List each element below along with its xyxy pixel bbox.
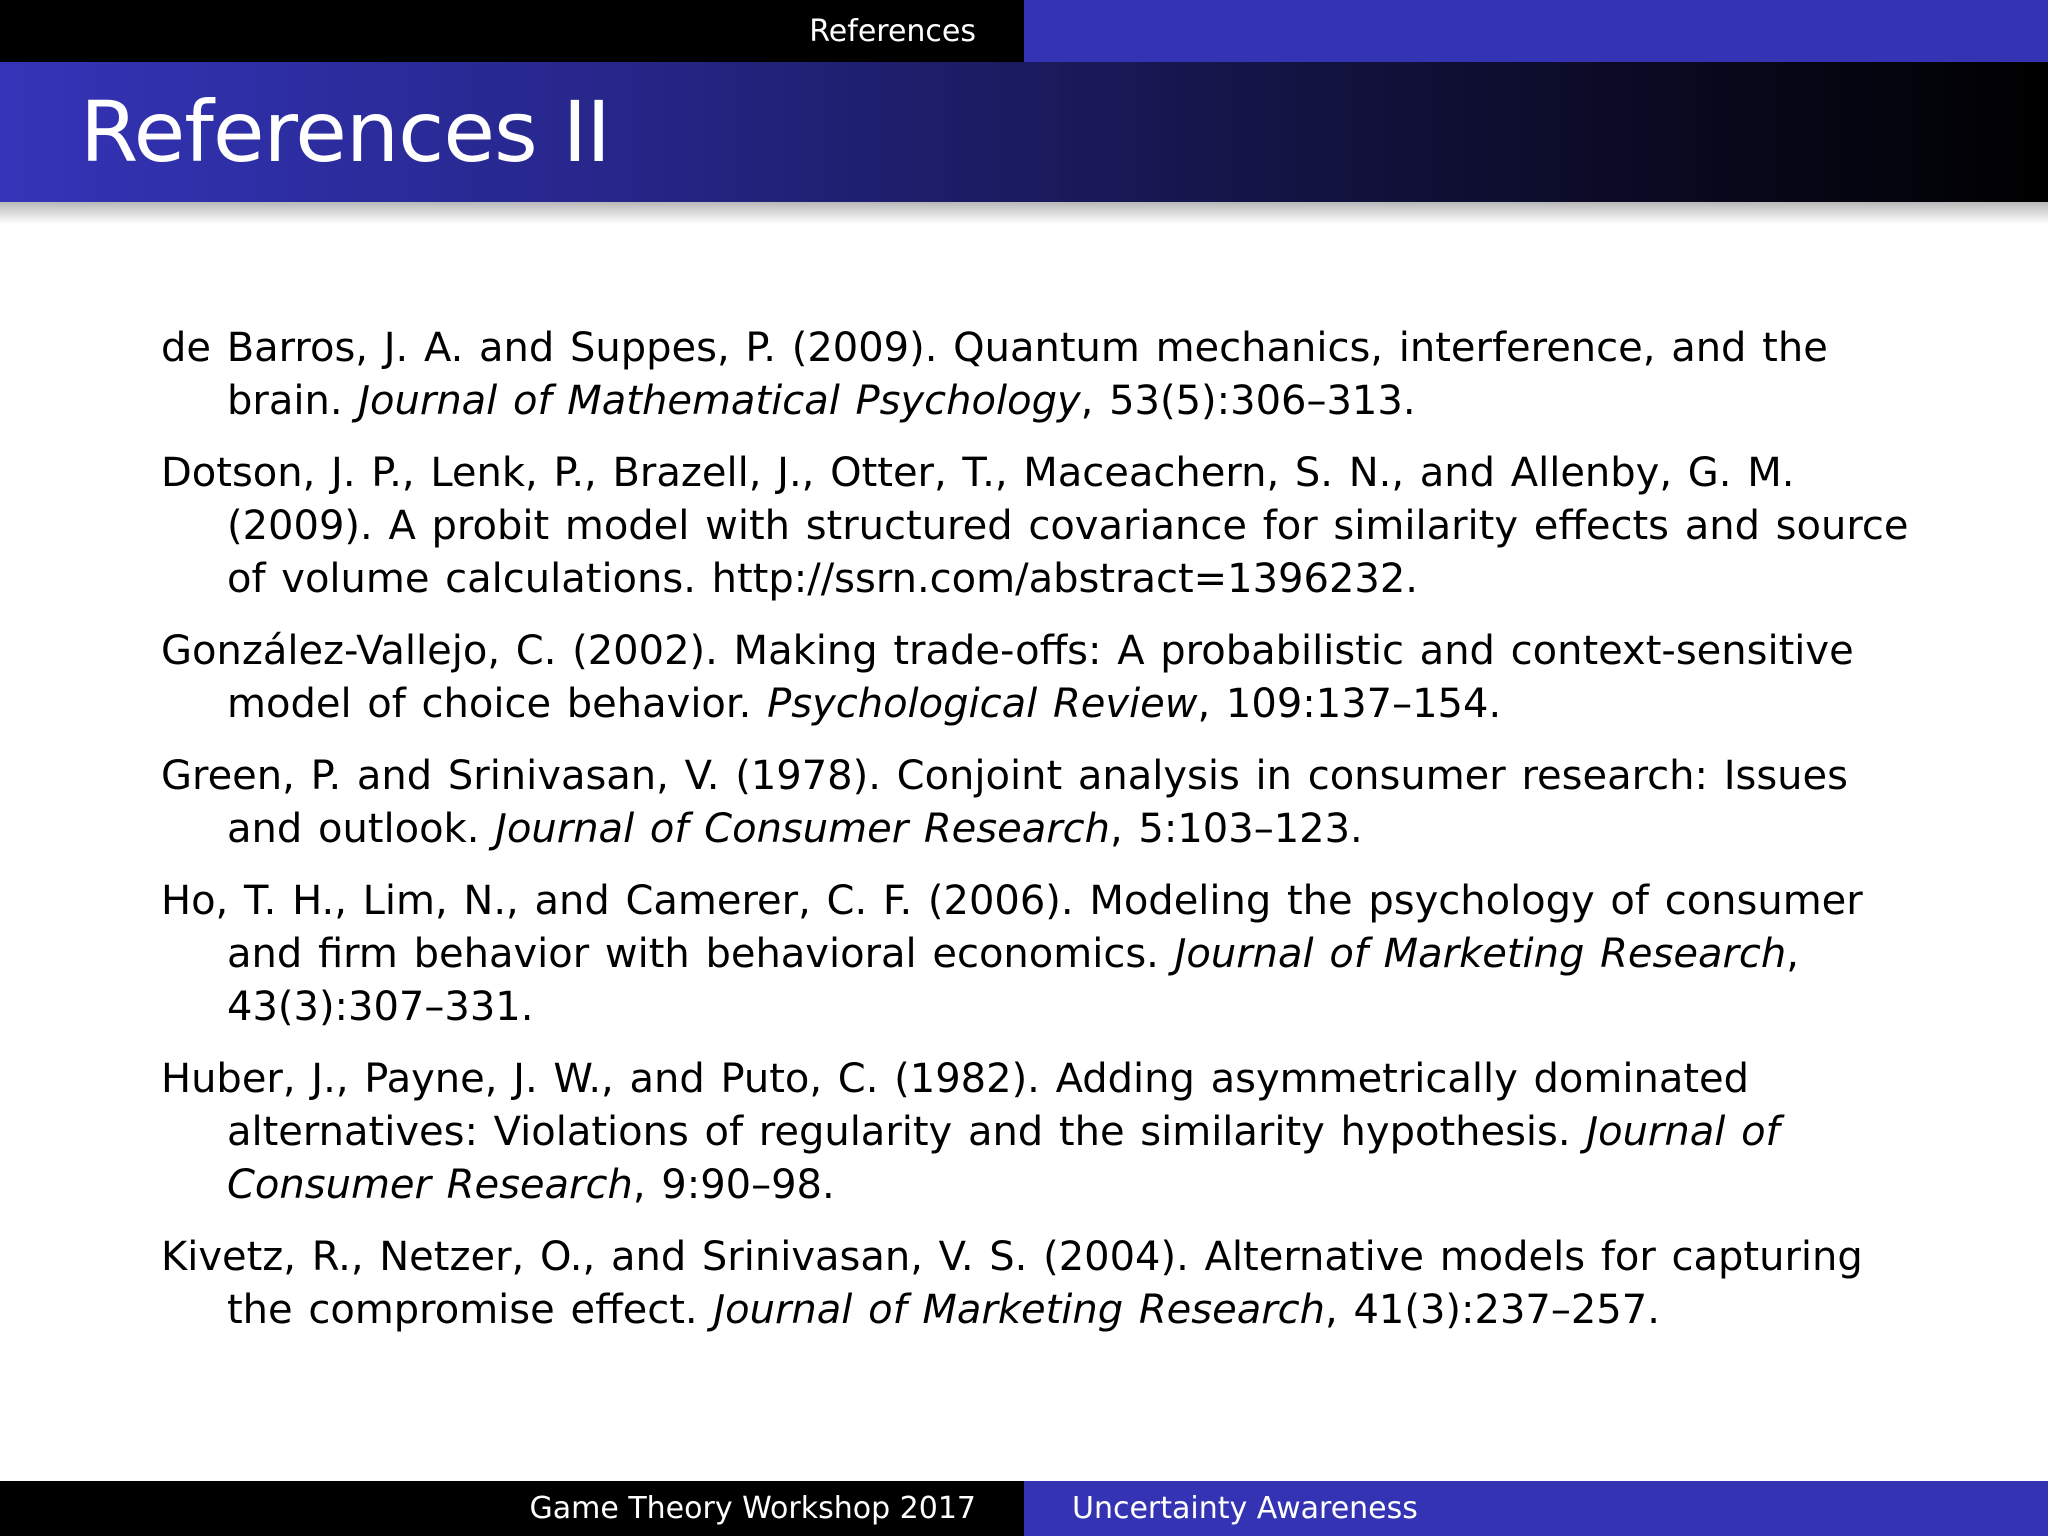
reference-journal: Journal of Marketing Research bbox=[713, 1287, 1326, 1333]
footline-event: Game Theory Workshop 2017 bbox=[529, 1491, 976, 1526]
reference-text: Ho, T. H., Lim, N., and Camerer, C. F. (2006). Modeling the psychology of consumer and firm behavior with behavioral economics. bbox=[161, 878, 1863, 977]
reference-text: Green, P. and Srinivasan, V. (1978). Conjoint analysis in consumer research: Issues and outlook. bbox=[161, 753, 1848, 852]
reference-text: de Barros, J. A. and Suppes, P. (2009). Quantum mechanics, interference, and the brain. bbox=[161, 325, 1828, 424]
frame-title-bar bbox=[0, 62, 2048, 202]
reference-volume: , 109:137–154. bbox=[1197, 681, 1502, 727]
reference-journal: Journal of Consumer Research bbox=[227, 1109, 1780, 1208]
footline-talk-title: Uncertainty Awareness bbox=[1072, 1491, 1418, 1526]
reference-text: Dotson, J. P., Lenk, P., Brazell, J., Otter, T., Maceachern, S. N., and Allenby, G. M. (2009). A probit model with structured covariance for similarity effects and source of volume calculations. http://ssrn.com/abstract=1396232. bbox=[161, 450, 1909, 602]
section-nav-label: References bbox=[809, 13, 976, 49]
footline bbox=[0, 1481, 2048, 1536]
reference-volume: , 41(3):237–257. bbox=[1325, 1287, 1660, 1333]
reference-journal: Journal of Mathematical Psychology bbox=[358, 378, 1081, 424]
footline-event-box bbox=[0, 1481, 1024, 1536]
reference-entry bbox=[161, 625, 1911, 731]
reference-entry bbox=[161, 1053, 1911, 1212]
footline-talk-box bbox=[1024, 1481, 2048, 1536]
reference-volume: , 53(5):306–313. bbox=[1080, 378, 1416, 424]
reference-journal: Journal of Marketing Research bbox=[1174, 931, 1787, 977]
section-navigation-bar bbox=[0, 0, 2048, 62]
reference-entry bbox=[161, 447, 1911, 606]
reference-volume: , 43(3):307–331. bbox=[227, 931, 1799, 1030]
reference-journal: Psychological Review bbox=[767, 681, 1198, 727]
reference-journal: Journal of Consumer Research bbox=[495, 806, 1110, 852]
reference-text: González-Vallejo, C. (2002). Making trade-offs: A probabilistic and context-sensitive model of choice behavior. bbox=[161, 628, 1854, 727]
reference-volume: , 9:90–98. bbox=[632, 1162, 835, 1208]
frame-title: References II bbox=[80, 83, 611, 181]
reference-entry bbox=[161, 322, 1911, 428]
title-bar-shadow bbox=[0, 202, 2048, 224]
section-nav-current[interactable] bbox=[0, 0, 1024, 62]
reference-text: Kivetz, R., Netzer, O., and Srinivasan, V. S. (2004). Alternative models for capturing the compromise effect. bbox=[161, 1234, 1863, 1333]
reference-entry bbox=[161, 875, 1911, 1034]
reference-entry bbox=[161, 750, 1911, 856]
reference-list bbox=[161, 322, 1911, 1356]
subsection-nav-area bbox=[1024, 0, 2048, 62]
reference-entry bbox=[161, 1231, 1911, 1337]
reference-volume: , 5:103–123. bbox=[1110, 806, 1363, 852]
reference-text: Huber, J., Payne, J. W., and Puto, C. (1982). Adding asymmetrically dominated alternatives: Violations of regularity and the similarity hypothesis. bbox=[161, 1056, 1750, 1155]
